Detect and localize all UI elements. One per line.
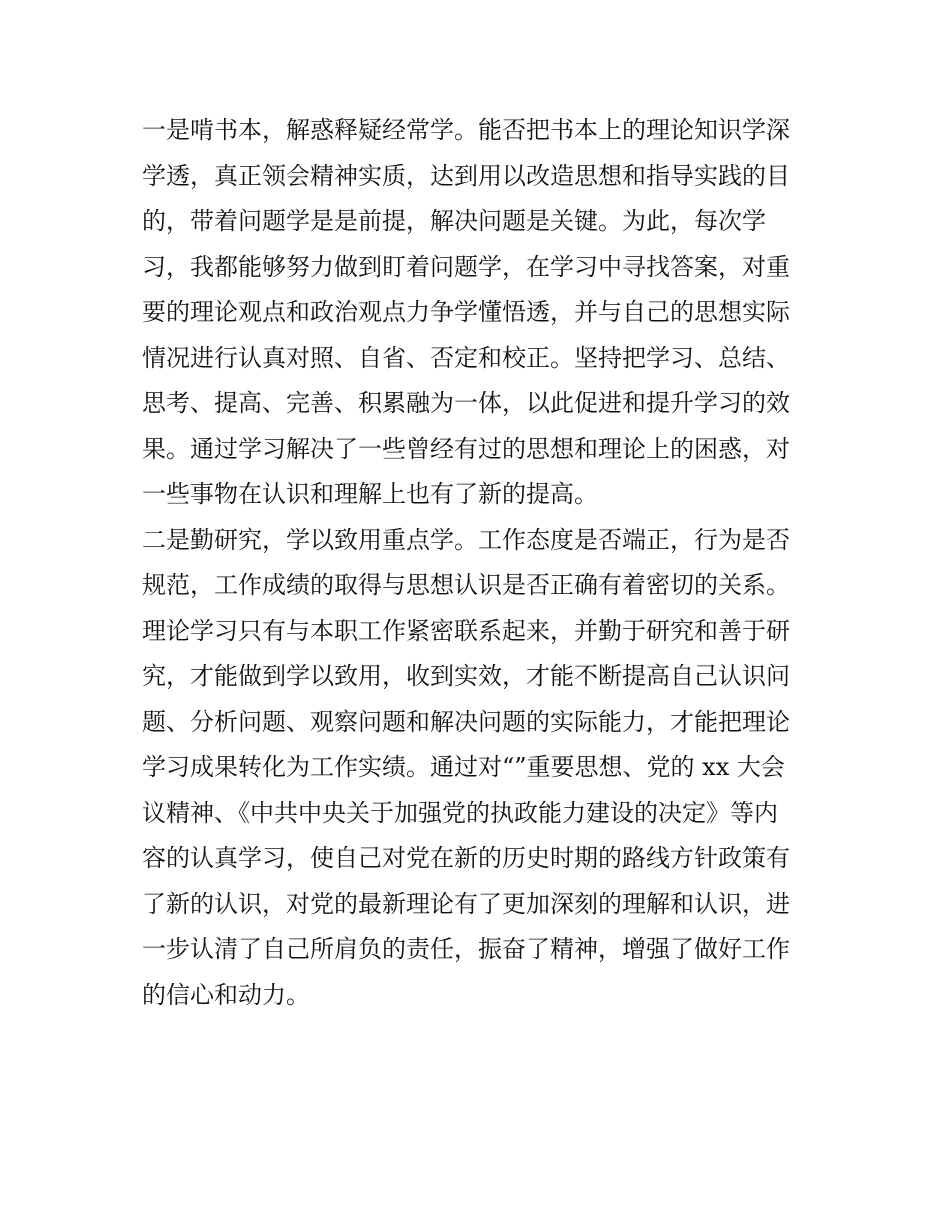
text-line: 的，带着问题学是是前提，解决问题是关键。为此，每次学 xyxy=(142,207,766,235)
text-line: 习，我都能够努力做到盯着问题学，在学习中寻找答案，对重 xyxy=(142,252,790,281)
text-line: 学习成果转化为工作实绩。通过对“”重要思想、党的 xx 大会 xyxy=(142,753,785,781)
text-line: 一些事物在认识和理解上也有了新的提高。 xyxy=(142,480,598,508)
paragraph-1 xyxy=(142,108,822,518)
text-line: 情况进行认真对照、自省、否定和校正。坚持把学习、总结、 xyxy=(142,343,790,372)
text-line: 一步认清了自己所肩负的责任，振奋了精神，增强了做好工作 xyxy=(142,935,790,963)
text-line: 思考、提高、完善、积累融为一体，以此促进和提升学习的效 xyxy=(142,389,790,417)
paragraph-2 xyxy=(142,518,822,1019)
text-line: 学透，真正领会精神实质，达到用以改造思想和指导实践的目 xyxy=(142,161,790,190)
text-line: 一是啃书本，解惑释疑经常学。能否把书本上的理论知识学深 xyxy=(142,116,790,144)
text-line: 了新的认识，对党的最新理论有了更加深刻的理解和认识，进 xyxy=(142,889,790,918)
text-line: 规范，工作成绩的取得与思想认识是否正确有着密切的关系。 xyxy=(142,571,790,599)
text-line: 的信心和动力。 xyxy=(142,980,310,1009)
document-body xyxy=(142,108,822,1018)
text-line: 果。通过学习解决了一些曾经有过的思想和理论上的困惑，对 xyxy=(142,434,790,463)
text-line: 题、分析问题、观察问题和解决问题的实际能力，才能把理论 xyxy=(142,707,790,736)
text-line: 容的认真学习，使自己对党在新的历史时期的路线方针政策有 xyxy=(142,844,790,872)
text-line: 究，才能做到学以致用，收到实效，才能不断提高自己认识问 xyxy=(142,662,790,690)
text-line: 议精神、《中共中央关于加强党的执政能力建设的决定》等内 xyxy=(142,798,778,827)
text-line: 要的理论观点和政治观点力争学懂悟透，并与自己的思想实际 xyxy=(142,298,790,326)
text-line: 理论学习只有与本职工作紧密联系起来，并勤于研究和善于研 xyxy=(142,616,790,645)
text-line: 二是勤研究，学以致用重点学。工作态度是否端正，行为是否 xyxy=(142,525,790,554)
